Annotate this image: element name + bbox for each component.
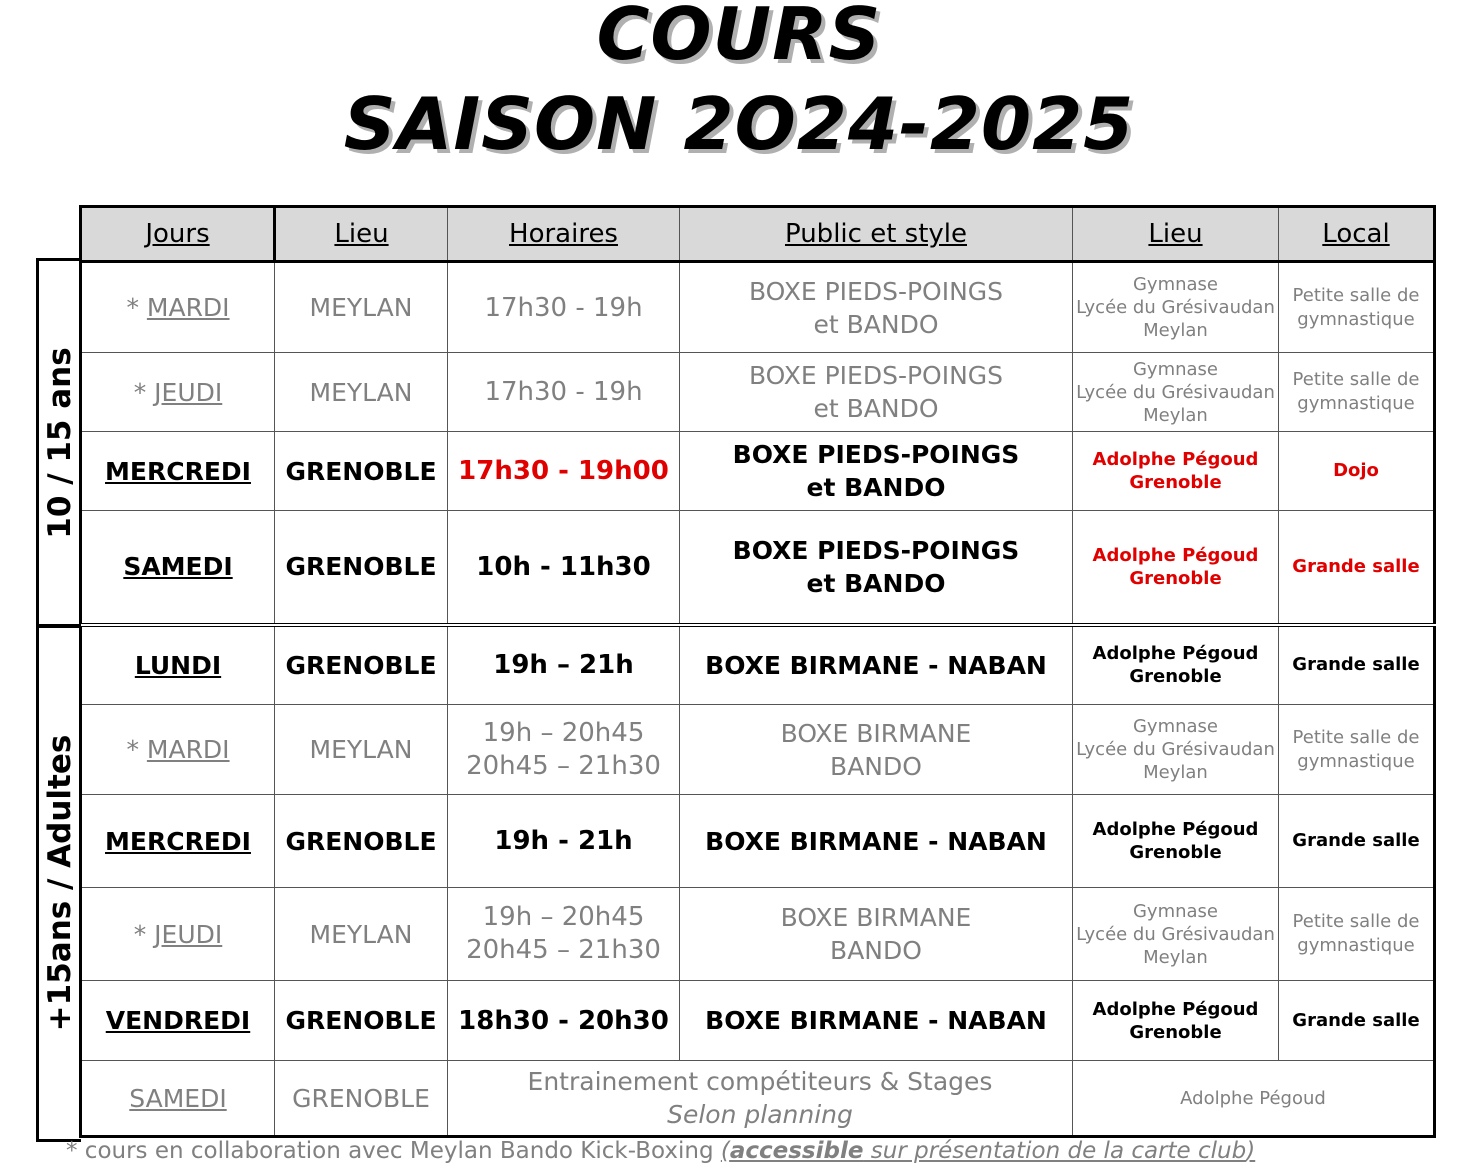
time-cell: 19h - 21h (448, 795, 680, 888)
style-cell: BOXE PIEDS-POINGS et BANDO (680, 511, 1073, 625)
room-cell: Grande salle (1279, 795, 1435, 888)
table-row (81, 432, 1435, 511)
style-cell: BOXE PIEDS-POINGS et BANDO (680, 353, 1073, 432)
city-cell: MEYLAN (275, 353, 448, 432)
table-row (81, 625, 1435, 705)
city-cell: GRENOBLE (275, 511, 448, 625)
header-lieu: Lieu (275, 207, 448, 262)
table-row (81, 795, 1435, 888)
room-cell: Petite salle de gymnastique (1279, 888, 1435, 981)
venue-cell: Adolphe Pégoud Grenoble (1073, 795, 1279, 888)
style-cell: BOXE PIEDS-POINGS et BANDO (680, 432, 1073, 511)
time-cell: 17h30 - 19h (448, 353, 680, 432)
table-row (81, 511, 1435, 625)
venue-cell: Gymnase Lycée du Grésivaudan Meylan (1073, 353, 1279, 432)
city-cell: GRENOBLE (275, 432, 448, 511)
day-cell: * MARDI (81, 262, 275, 353)
header-horaires: Horaires (448, 207, 680, 262)
day-cell: * JEUDI (81, 353, 275, 432)
header-lieu-2: Lieu (1073, 207, 1279, 262)
venue-cell: Adolphe Pégoud Grenoble (1073, 625, 1279, 705)
table-row (81, 353, 1435, 432)
city-cell: GRENOBLE (275, 625, 448, 705)
room-cell: Grande salle (1279, 981, 1435, 1061)
day-cell: MERCREDI (81, 795, 275, 888)
header-row (81, 207, 1435, 262)
time-cell: 10h - 11h30 (448, 511, 680, 625)
day-cell: * JEUDI (81, 888, 275, 981)
room-cell: Petite salle de gymnastique (1279, 705, 1435, 795)
day-cell: SAMEDI (81, 511, 275, 625)
style-cell: BOXE BIRMANE - NABAN (680, 981, 1073, 1061)
header-local: Local (1279, 207, 1435, 262)
city-cell: GRENOBLE (275, 795, 448, 888)
city-cell: MEYLAN (275, 888, 448, 981)
time-cell: 19h – 21h (448, 625, 680, 705)
table-row (81, 981, 1435, 1061)
training-cell: Entrainement compétiteurs & Stages Selon planning (448, 1061, 1073, 1137)
header-public-style: Public et style (680, 207, 1073, 262)
day-cell: MERCREDI (81, 432, 275, 511)
room-cell: Grande salle (1279, 511, 1435, 625)
room-cell: Petite salle de gymnastique (1279, 262, 1435, 353)
time-cell: 17h30 - 19h (448, 262, 680, 353)
table-row (81, 888, 1435, 981)
table-row (81, 262, 1435, 353)
style-cell: BOXE BIRMANE BANDO (680, 888, 1073, 981)
city-cell: MEYLAN (275, 262, 448, 353)
day-cell: SAMEDI (81, 1061, 275, 1137)
room-cell: Petite salle de gymnastique (1279, 353, 1435, 432)
table-row (81, 1061, 1435, 1137)
time-cell: 18h30 - 20h30 (448, 981, 680, 1061)
room-cell: Dojo (1279, 432, 1435, 511)
room-cell: Grande salle (1279, 625, 1435, 705)
time-cell: 17h30 - 19h00 (448, 432, 680, 511)
group-label-box-youth (36, 258, 81, 628)
schedule-table (79, 205, 1436, 1138)
venue-cell: Gymnase Lycée du Grésivaudan Meylan (1073, 262, 1279, 353)
venue-cell: Adolphe Pégoud (1073, 1061, 1435, 1137)
time-cell: 19h – 20h45 20h45 – 21h30 (448, 888, 680, 981)
city-cell: GRENOBLE (275, 981, 448, 1061)
table-row (81, 705, 1435, 795)
venue-cell: Adolphe Pégoud Grenoble (1073, 511, 1279, 625)
day-cell: * MARDI (81, 705, 275, 795)
header-jours: Jours (81, 207, 275, 262)
style-cell: BOXE BIRMANE BANDO (680, 705, 1073, 795)
title-line-1: COURS (596, 0, 882, 76)
venue-cell: Gymnase Lycée du Grésivaudan Meylan (1073, 705, 1279, 795)
group-label-youth: 10 / 15 ans (42, 347, 78, 539)
venue-cell: Gymnase Lycée du Grésivaudan Meylan (1073, 888, 1279, 981)
day-cell: VENDREDI (81, 981, 275, 1061)
time-cell: 19h – 20h45 20h45 – 21h30 (448, 705, 680, 795)
footnote: * cours en collaboration avec Meylan Bando Kick-Boxing (accessible sur présentation de la carte club) (66, 1138, 1256, 1164)
group-label-box-adults (36, 624, 81, 1142)
style-cell: BOXE BIRMANE - NABAN (680, 795, 1073, 888)
city-cell: GRENOBLE (275, 1061, 448, 1137)
venue-cell: Adolphe Pégoud Grenoble (1073, 432, 1279, 511)
title-line-2: SAISON 2O24-2025 (343, 82, 1135, 166)
style-cell: BOXE PIEDS-POINGS et BANDO (680, 262, 1073, 353)
venue-cell: Adolphe Pégoud Grenoble (1073, 981, 1279, 1061)
group-label-adults: +15ans / Adultes (42, 734, 78, 1032)
day-cell: LUNDI (81, 625, 275, 705)
style-cell: BOXE BIRMANE - NABAN (680, 625, 1073, 705)
city-cell: MEYLAN (275, 705, 448, 795)
